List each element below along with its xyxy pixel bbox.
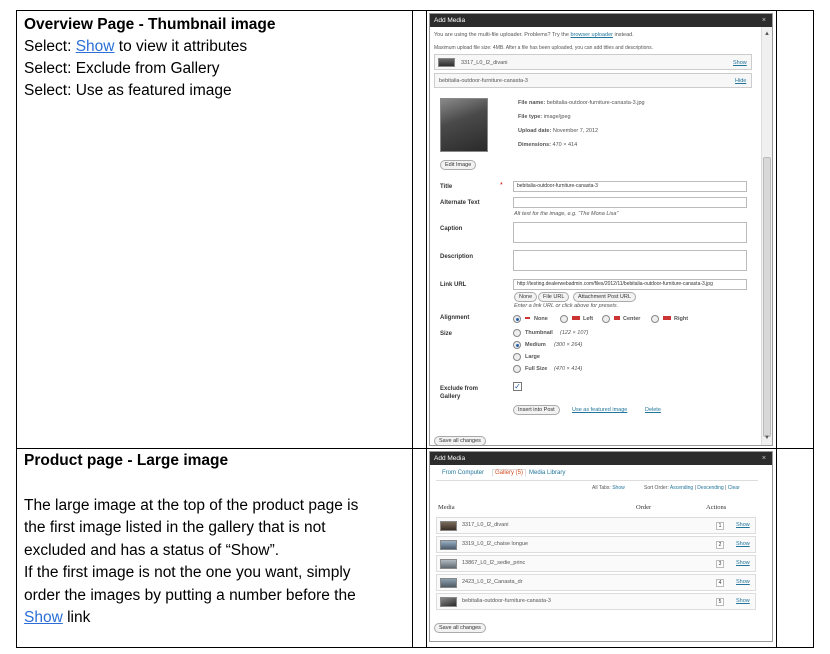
dialog-title: Add Media	[434, 455, 466, 462]
size-medium-dim: (300 × 264)	[554, 342, 583, 348]
size-thumbnail-dim: (122 × 107)	[560, 330, 589, 336]
align-none-radio[interactable]	[513, 315, 521, 323]
gallery-show-link[interactable]: Show	[736, 541, 750, 547]
sort-clear-link[interactable]: Clear	[727, 485, 740, 491]
col-actions-header: Actions	[706, 504, 727, 511]
table-column-divider-inner	[426, 10, 427, 648]
size-thumbnail-radio[interactable]	[513, 329, 521, 337]
alt-text-hint: Alt text for the image, e.g. “The Mona Lisa”	[514, 211, 619, 217]
gallery-table-header	[436, 502, 756, 514]
caption-label: Caption	[440, 226, 463, 232]
table-row-divider	[16, 448, 814, 449]
media-row-expanded	[434, 73, 752, 88]
size-full-radio[interactable]	[513, 365, 521, 373]
gallery-order-input[interactable]: 1	[716, 522, 724, 530]
product-instructions	[24, 450, 404, 630]
scroll-up-icon[interactable]: ▲	[764, 31, 770, 37]
size-medium-radio[interactable]	[513, 341, 521, 349]
file-name-value: bebitalia-outdoor-furniture-canasta-3.jpg	[546, 100, 645, 106]
exclude-label: Exclude from Gallery	[440, 386, 479, 400]
align-none-icon	[525, 317, 530, 319]
align-center-icon	[614, 316, 620, 320]
scrollbar-thumb[interactable]	[763, 157, 771, 437]
product-paragraph-line: If the first image is not the one you want, simply	[24, 564, 351, 581]
col-media-header: Media	[438, 504, 455, 511]
gallery-row	[436, 536, 756, 553]
alignment-label: Alignment	[440, 315, 470, 321]
scroll-down-icon[interactable]: ▼	[764, 435, 770, 441]
show-link[interactable]: Show	[733, 60, 747, 66]
alt-text-label: Alternate Text	[440, 200, 480, 206]
use-as-featured-image-link[interactable]: Use as featured image	[572, 407, 628, 413]
align-right-label: Right	[674, 316, 689, 322]
gallery-thumbnail	[440, 597, 457, 607]
link-url-input[interactable]: http://testing.dealerwebadmin.com/files/2012/11/bebitalia-outdoor-furniture-canasta-3.jpg	[513, 279, 747, 290]
uploader-note	[434, 31, 634, 39]
gallery-row	[436, 555, 756, 572]
scrollbar[interactable]	[761, 27, 772, 445]
insert-into-post-button[interactable]: Insert into Post	[513, 405, 560, 415]
upload-date-value: November 7, 2012	[552, 128, 599, 134]
add-media-gallery-dialog	[429, 451, 773, 642]
gallery-item-name: 3319_L0_I2_chaise longue	[462, 541, 529, 547]
link-url-hint: Enter a link URL or click above for presets.	[514, 303, 619, 309]
instruction-featured: Select: Use as featured image	[24, 82, 232, 99]
file-type-value: image/jpeg	[543, 114, 571, 120]
align-left-label: Left	[583, 316, 594, 322]
edit-image-button[interactable]: Edit Image	[440, 160, 476, 170]
show-link[interactable]: Show	[24, 609, 63, 626]
size-full-dim: (470 × 414)	[554, 366, 583, 372]
dialog-titlebar	[430, 14, 772, 27]
alt-text-input[interactable]	[513, 197, 747, 208]
instruction-suffix: to view it attributes	[114, 38, 248, 55]
dimensions-label: Dimensions:	[518, 142, 552, 148]
align-none-label: None	[534, 316, 548, 322]
sort-ascending-link[interactable]: Ascending	[669, 485, 694, 491]
gallery-order-input[interactable]: 4	[716, 579, 724, 587]
align-center-radio[interactable]	[602, 315, 610, 323]
gallery-show-link[interactable]: Show	[736, 560, 750, 566]
gallery-order-input[interactable]: 3	[716, 560, 724, 568]
overview-title: Overview Page - Thumbnail image	[24, 16, 276, 33]
sort-descending-link[interactable]: Descending	[697, 485, 724, 491]
tab-divider	[436, 480, 758, 481]
tab-gallery[interactable]: Gallery (5)	[492, 469, 526, 477]
product-title: Product page - Large image	[24, 452, 229, 469]
size-full-label: Full Size	[525, 366, 548, 372]
upload-date-label: Upload date:	[518, 128, 552, 134]
gallery-item-name: 13867_L0_I2_sedie_princ	[462, 560, 526, 566]
show-link[interactable]: Show	[75, 38, 115, 55]
file-type-label: File type:	[518, 114, 543, 120]
gallery-thumbnail	[440, 521, 457, 531]
title-label: Title	[440, 184, 453, 190]
spacer	[24, 473, 404, 495]
sort-order-row	[644, 484, 740, 492]
size-thumbnail-label: Thumbnail	[525, 330, 553, 336]
close-icon[interactable]: ×	[761, 17, 766, 24]
gallery-show-link[interactable]: Show	[736, 522, 750, 528]
add-media-dialog	[429, 13, 773, 446]
dialog-title: Add Media	[434, 17, 466, 24]
dialog-titlebar	[430, 452, 772, 465]
uploader-note-text: instead.	[612, 32, 634, 38]
size-large-radio[interactable]	[513, 353, 521, 361]
media-name: bebitalia-outdoor-furniture-canasta-3	[439, 78, 528, 84]
upload-date-row	[518, 127, 598, 135]
link-file-url-button[interactable]: File URL	[538, 292, 569, 302]
link-url-label: Link URL	[440, 282, 467, 288]
gallery-item-name: 3317_L0_I2_divani	[462, 522, 509, 528]
col-order-header: Order	[636, 504, 652, 511]
dimensions-row	[518, 141, 577, 149]
close-icon[interactable]: ×	[761, 455, 766, 462]
instruction-exclude: Select: Exclude from Gallery	[24, 60, 220, 77]
link-attachment-button[interactable]: Attachment Post URL	[573, 292, 636, 302]
sort-order-label: Sort Order:	[644, 485, 669, 491]
save-all-changes-button[interactable]: Save all changes	[434, 436, 486, 446]
media-row	[434, 54, 752, 70]
delete-link[interactable]: Delete	[645, 407, 661, 413]
sort-separator: |	[693, 485, 698, 491]
product-paragraph-line: the first image listed in the gallery that is not	[24, 519, 326, 536]
save-all-changes-button[interactable]: Save all changes	[434, 623, 486, 633]
gallery-row	[436, 517, 756, 534]
image-preview	[440, 98, 488, 152]
gallery-show-link[interactable]: Show	[736, 579, 750, 585]
tab-media-library[interactable]: Media Library	[529, 470, 566, 476]
size-label: Size	[440, 331, 453, 337]
instruction-prefix: Select:	[24, 38, 76, 55]
gallery-row	[436, 574, 756, 591]
instruction-show	[24, 36, 414, 58]
all-tabs-show-link[interactable]: Show	[612, 485, 625, 491]
uploader-note-text: You are using the multi-file uploader. Problems? Try the	[434, 32, 571, 38]
gallery-row	[436, 593, 756, 610]
align-right-radio[interactable]	[651, 315, 659, 323]
size-medium-label: Medium	[525, 342, 546, 348]
exclude-checkbox[interactable]: ✓	[514, 382, 521, 391]
product-paragraph-line: order the images by putting a number before the	[24, 586, 356, 604]
link-suffix: link	[62, 609, 91, 626]
gallery-thumbnail	[440, 540, 457, 550]
media-thumbnail	[438, 58, 455, 67]
table-column-divider	[412, 10, 413, 648]
product-paragraph-line: excluded and has a status of “Show”.	[24, 541, 280, 559]
product-paragraph-line	[24, 607, 404, 630]
all-tabs-label: All Tabs:	[592, 485, 611, 491]
hide-link[interactable]: Hide	[735, 78, 747, 84]
all-tabs-row	[592, 484, 625, 492]
gallery-thumbnail	[440, 578, 457, 588]
align-center-label: Center	[623, 316, 641, 322]
align-left-radio[interactable]	[560, 315, 568, 323]
link-none-button[interactable]: None	[514, 292, 537, 302]
overview-instructions	[24, 14, 414, 102]
required-marker: *	[500, 182, 503, 189]
size-large-label: Large	[525, 354, 540, 360]
gallery-order-input[interactable]: 2	[716, 541, 724, 549]
gallery-item-name: bebitalia-outdoor-furniture-canasta-3	[462, 598, 551, 604]
align-right-icon	[663, 316, 671, 320]
media-name: 3317_L0_I2_divani	[461, 60, 508, 66]
gallery-thumbnail	[440, 559, 457, 569]
align-left-icon	[572, 316, 580, 320]
dimensions-value: 470 × 414	[552, 142, 578, 148]
product-paragraph-line: The large image at the top of the product page is	[24, 496, 359, 514]
gallery-order-input[interactable]: 5	[716, 598, 724, 606]
gallery-item-name: 2423_L0_I2_Canasta_dr	[462, 579, 523, 585]
browser-uploader-link[interactable]: browser uploader	[570, 32, 613, 38]
description-textarea[interactable]	[513, 250, 747, 271]
tab-from-computer[interactable]: From Computer	[442, 470, 485, 476]
gallery-show-link[interactable]: Show	[736, 598, 750, 604]
description-label: Description	[440, 254, 474, 260]
sort-separator: |	[723, 485, 728, 491]
title-input[interactable]: bebitalia-outdoor-furniture-canasta-3	[513, 181, 747, 192]
file-name-label: File name:	[518, 100, 546, 106]
max-size-note: Maximum upload file size: 4MB. After a file has been uploaded, you can add titles and descriptions.	[434, 45, 654, 51]
table-column-divider-right	[776, 10, 777, 648]
caption-textarea[interactable]	[513, 222, 747, 243]
file-type-row	[518, 113, 571, 121]
file-name-row	[518, 99, 645, 107]
